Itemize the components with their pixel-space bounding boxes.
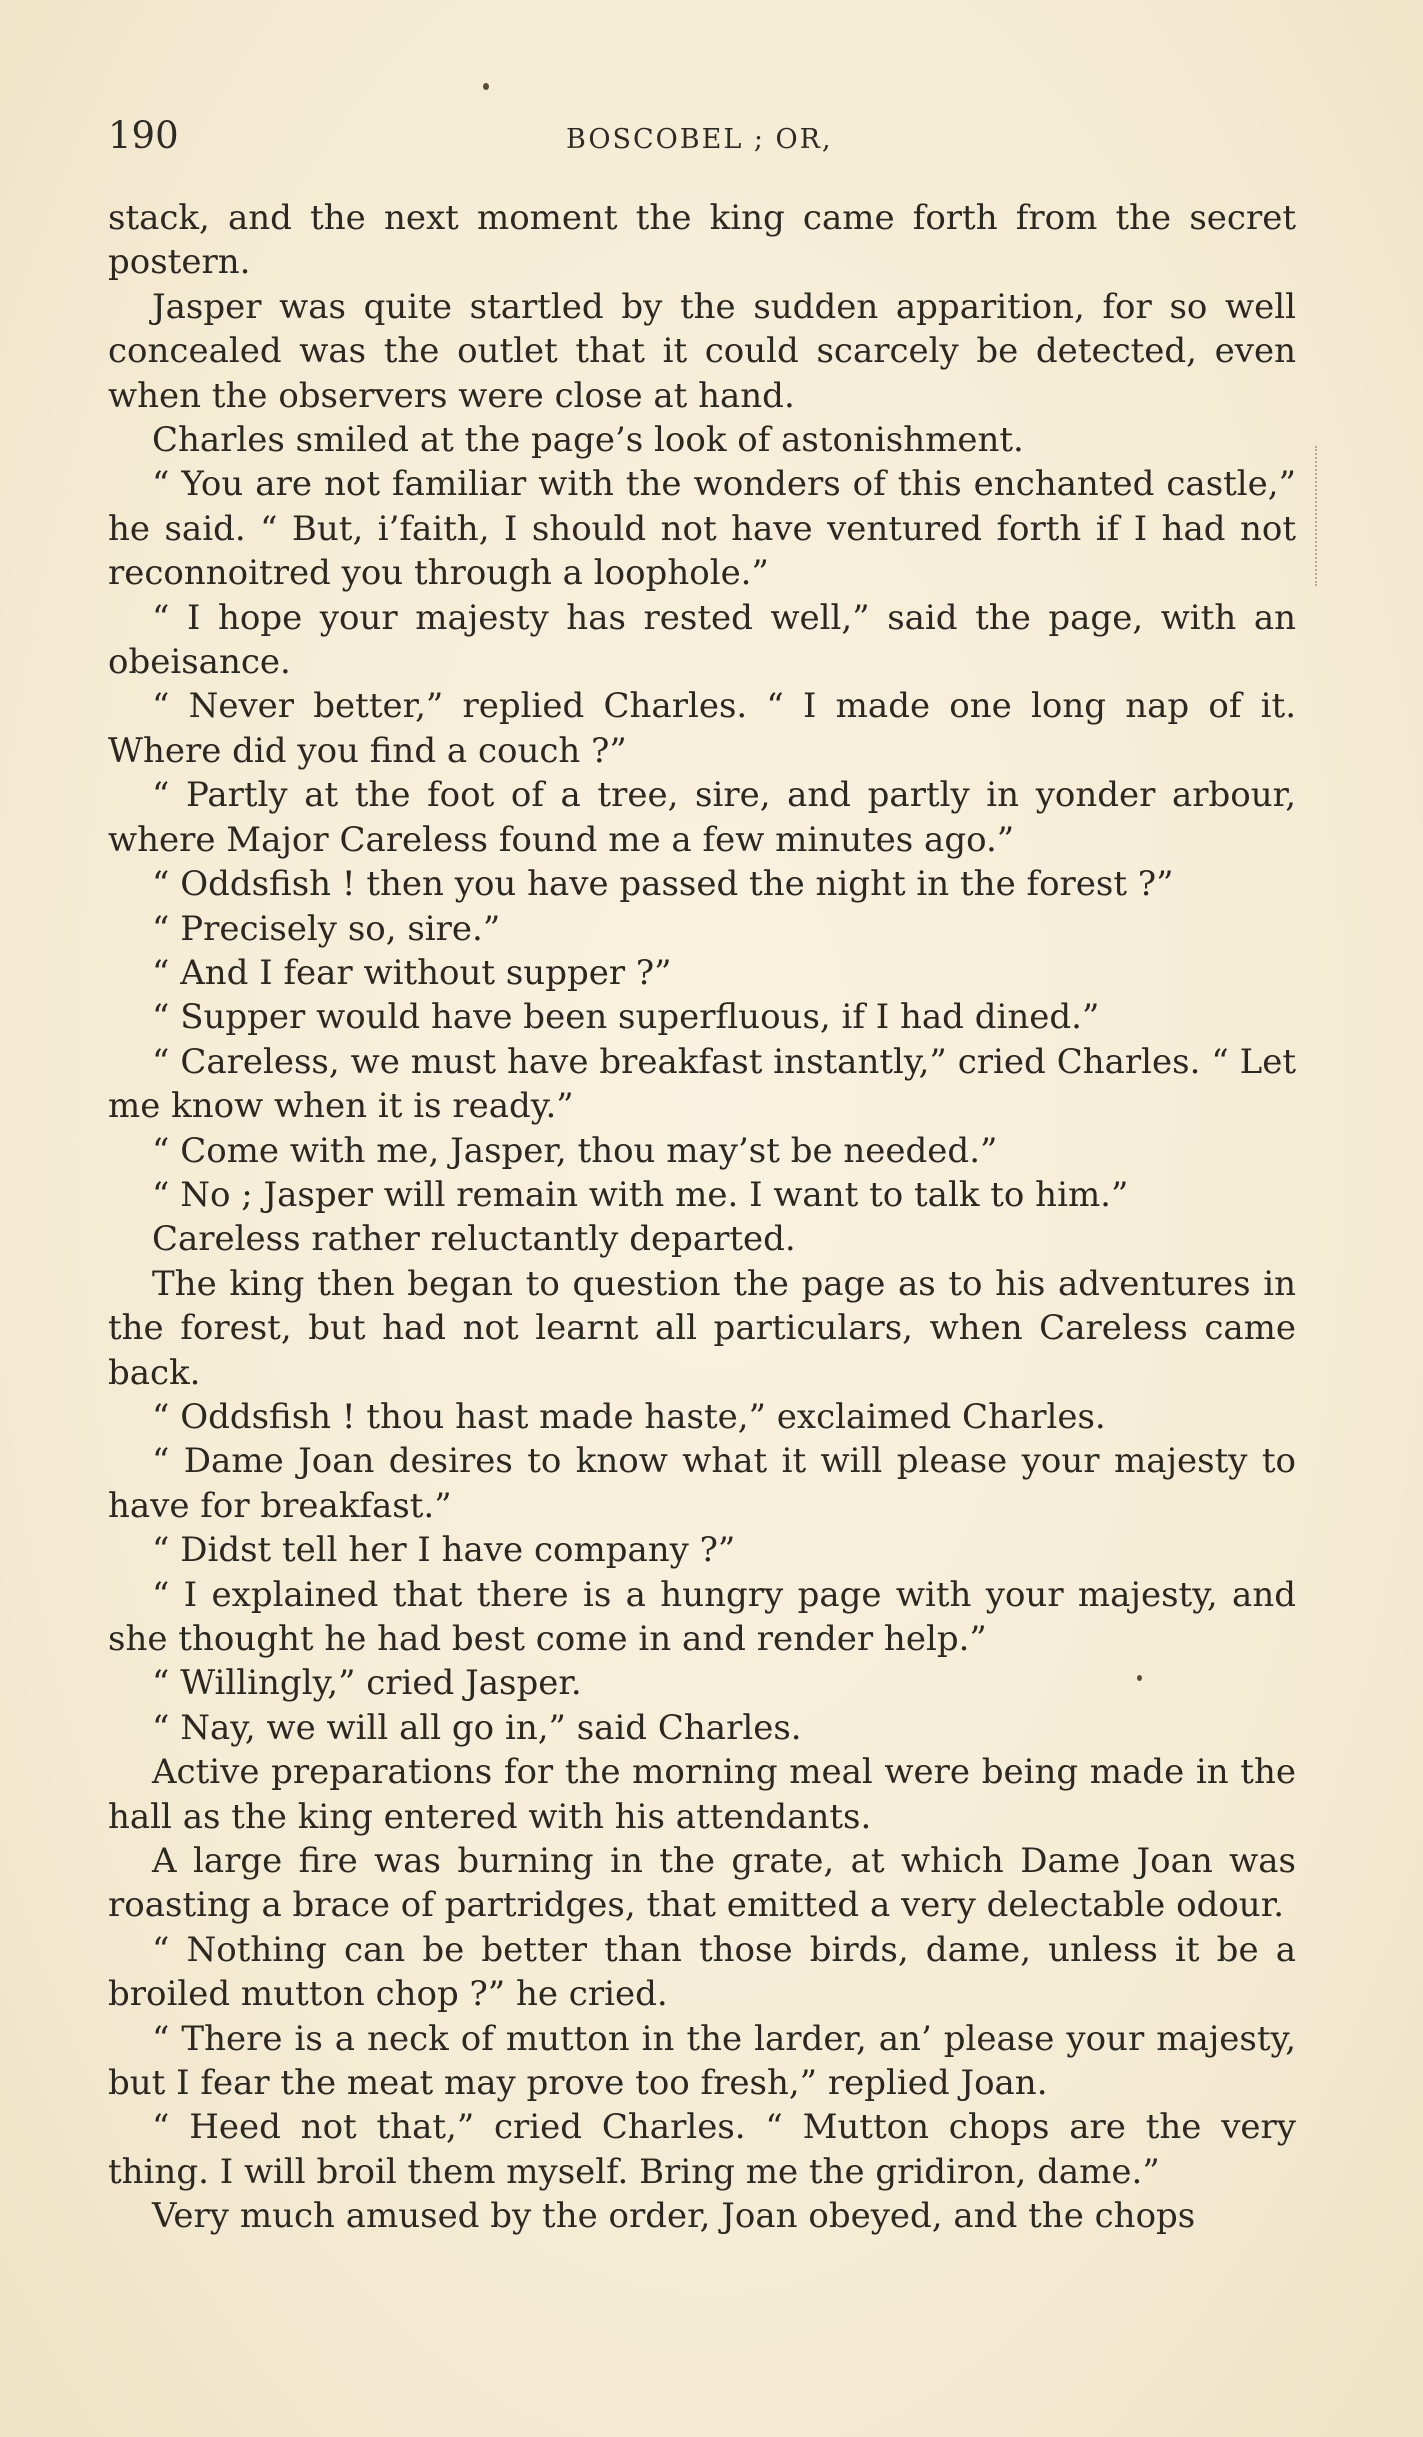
paragraph: “ Nay, we will all go in,” said Charles. <box>152 1707 802 1748</box>
paragraph: “ Dame Joan desires to know what it will please your majesty to have for breakfast.” <box>108 1441 1296 1526</box>
ink-speck <box>1137 1675 1142 1681</box>
paragraph: “ No ; Jasper will remain with me. I want to talk to him.” <box>152 1174 1129 1215</box>
paragraph: A large fire was burning in the grate, at which Dame Joan was roasting a brace of partridges, that emitted a very delectable odour. <box>108 1841 1296 1926</box>
paragraph: “ I hope your majesty has rested well,” said the page, with an obeisance. <box>108 597 1296 683</box>
paragraph: “ Oddsfish ! then you have passed the night in the forest ?” <box>152 864 1174 905</box>
paragraph: “ Didst tell her I have company ?” <box>152 1530 736 1571</box>
paragraph: “ Oddsfish ! thou hast made haste,” exclaimed Charles. <box>152 1396 1106 1437</box>
paragraph: “ There is a neck of mutton in the larder, an’ please your majesty, but I fear the meat may prove too fresh,” replied Joan. <box>108 2018 1296 2104</box>
paragraph: “ I explained that there is a hungry page with your majesty, and she thought he had best come in and render help.” <box>108 1574 1296 1659</box>
running-head: BOSCOBEL ; OR, <box>566 124 833 155</box>
paragraph: Very much amused by the order, Joan obeyed, and the chops <box>152 2196 1196 2237</box>
paragraph: Careless rather reluctantly departed. <box>152 1219 796 1260</box>
paragraph: “ Supper would have been superfluous, if I had dined.” <box>152 997 1100 1038</box>
paragraph: Active preparations for the morning meal were being made in the hall as the king entered with his attendants. <box>108 1752 1296 1837</box>
page-header <box>108 114 1298 174</box>
paragraph: stack, and the next moment the king came forth from the secret postern. <box>108 198 1296 283</box>
paragraph: “ Come with me, Jasper, thou may’st be needed.” <box>152 1130 998 1171</box>
paragraph: “ Precisely so, sire.” <box>152 908 501 949</box>
ink-speck <box>483 83 489 90</box>
paragraph: “ Never better,” replied Charles. “ I made one long nap of it. Where did you find a couch ?” <box>108 686 1296 771</box>
margin-show-through-mark <box>1315 446 1320 586</box>
paragraph: Jasper was quite startled by the sudden apparition, for so well concealed was the outlet that it could scarcely be detected, even when the observers were close at hand. <box>108 286 1296 416</box>
paragraph: Charles smiled at the page’s look of astonishment. <box>152 420 1024 461</box>
body-text <box>108 196 1296 2239</box>
paragraph: “ And I fear without supper ?” <box>152 952 672 993</box>
paragraph: “ Nothing can be better than those birds, dame, unless it be a broiled mutton chop ?” he cried. <box>108 1929 1296 2015</box>
page-number: 190 <box>108 114 179 157</box>
paragraph: “ Partly at the foot of a tree, sire, and partly in yonder arbour, where Major Careless found me a few minutes ago.” <box>108 775 1296 860</box>
paragraph: The king then began to question the page as to his adventures in the forest, but had not learnt all particulars, when Careless came back. <box>108 1263 1296 1393</box>
paragraph: “ Careless, we must have breakfast instantly,” cried Charles. “ Let me know when it is ready.” <box>108 1041 1296 1127</box>
paragraph: “ Willingly,” cried Jasper. <box>152 1663 582 1704</box>
paragraph: “ You are not familiar with the wonders of this enchanted castle,” he said. “ But, i’faith, I should not have ventured forth if I had not reconnoitred you through a loophole.” <box>108 464 1296 594</box>
paragraph: “ Heed not that,” cried Charles. “ Mutton chops are the very thing. I will broil them myself. Bring me the gridiron, dame.” <box>108 2107 1296 2192</box>
